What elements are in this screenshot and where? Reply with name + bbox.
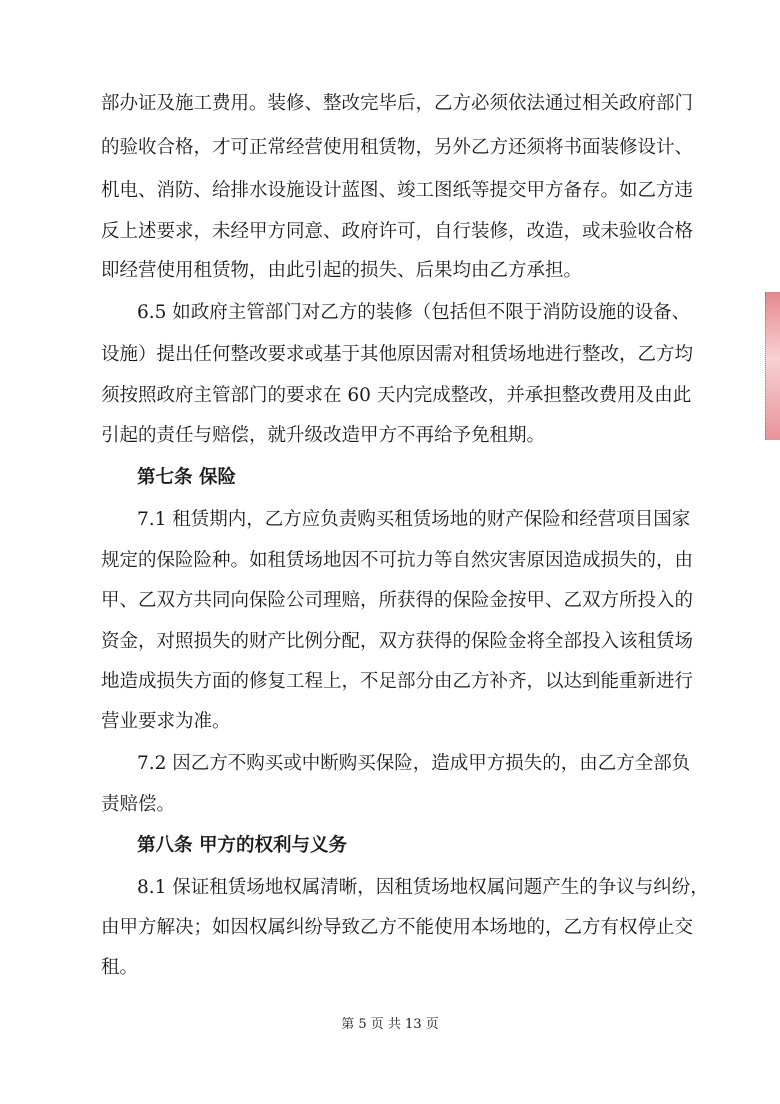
article-7-heading: 第七条 保险	[137, 467, 236, 488]
clause-6-5-line-4: 引起的责任与赔偿，就升级改造甲方不再给予免租期。	[101, 425, 546, 446]
article-8-heading: 第八条 甲方的权利与义务	[137, 835, 347, 856]
clause-6-5-line-2: 设施）提出任何整改要求或基于其他原因需对租赁场地进行整改，乙方均	[101, 344, 694, 365]
clause-7-2-line-1: 7.2 因乙方不购买或中断购买保险，造成甲方损失的，由乙方全部负	[137, 753, 691, 774]
clause-7-1-line-6: 营业要求为准。	[101, 711, 231, 732]
clause-8-1-line-2: 由甲方解决；如因权属纠纷导致乙方不能使用本场地的，乙方有权停止交	[101, 917, 694, 938]
clause-7-1-line-5: 地造成损失方面的修复工程上，不足部分由乙方补齐，以达到能重新进行	[101, 671, 694, 692]
clause-7-1-line-3: 甲、乙双方共同向保险公司理赔，所获得的保险金按甲、乙双方所投入的	[101, 590, 694, 611]
body-line-5: 即经营使用租赁物，由此引起的损失、后果均由乙方承担。	[101, 260, 583, 281]
page-number-footer: 第 5 页 共 13 页	[341, 1017, 439, 1032]
body-line-2: 的验收合格，才可正常经营使用租赁物，另外乙方还须将书面装修设计、	[101, 137, 694, 158]
clause-8-1-line-1: 8.1 保证租赁场地权属清晰，因租赁场地权属问题产生的争议与纠纷，	[137, 877, 709, 898]
clause-7-1-line-4: 资金，对照损失的财产比例分配，双方获得的保险金将全部投入该租赁场	[101, 631, 694, 652]
body-line-3: 机电、消防、给排水设施设计蓝图、竣工图纸等提交甲方备存。如乙方违	[101, 180, 694, 201]
clause-6-5-line-1: 6.5 如政府主管部门对乙方的装修（包括但不限于消防设施的设备、	[137, 302, 691, 323]
body-line-4: 反上述要求，未经甲方同意、政府许可，自行装修，改造，或未验收合格	[101, 221, 694, 242]
clause-7-2-line-2: 责赔偿。	[101, 794, 176, 815]
body-line-1: 部办证及施工费用。装修、整改完毕后，乙方必须依法通过相关政府部门	[101, 93, 694, 114]
clause-6-5-line-3: 须按照政府主管部门的要求在 60 天内完成整改，并承担整改费用及由此	[101, 385, 692, 406]
seal-stamp-edge	[765, 292, 780, 440]
clause-8-1-line-3: 租。	[101, 957, 139, 978]
clause-7-1-line-1: 7.1 租赁期内，乙方应负责购买租赁场地的财产保险和经营项目国家	[137, 509, 691, 530]
clause-7-1-line-2: 规定的保险险种。如租赁场地因不可抗力等自然灾害原因造成损失的，由	[101, 550, 694, 571]
